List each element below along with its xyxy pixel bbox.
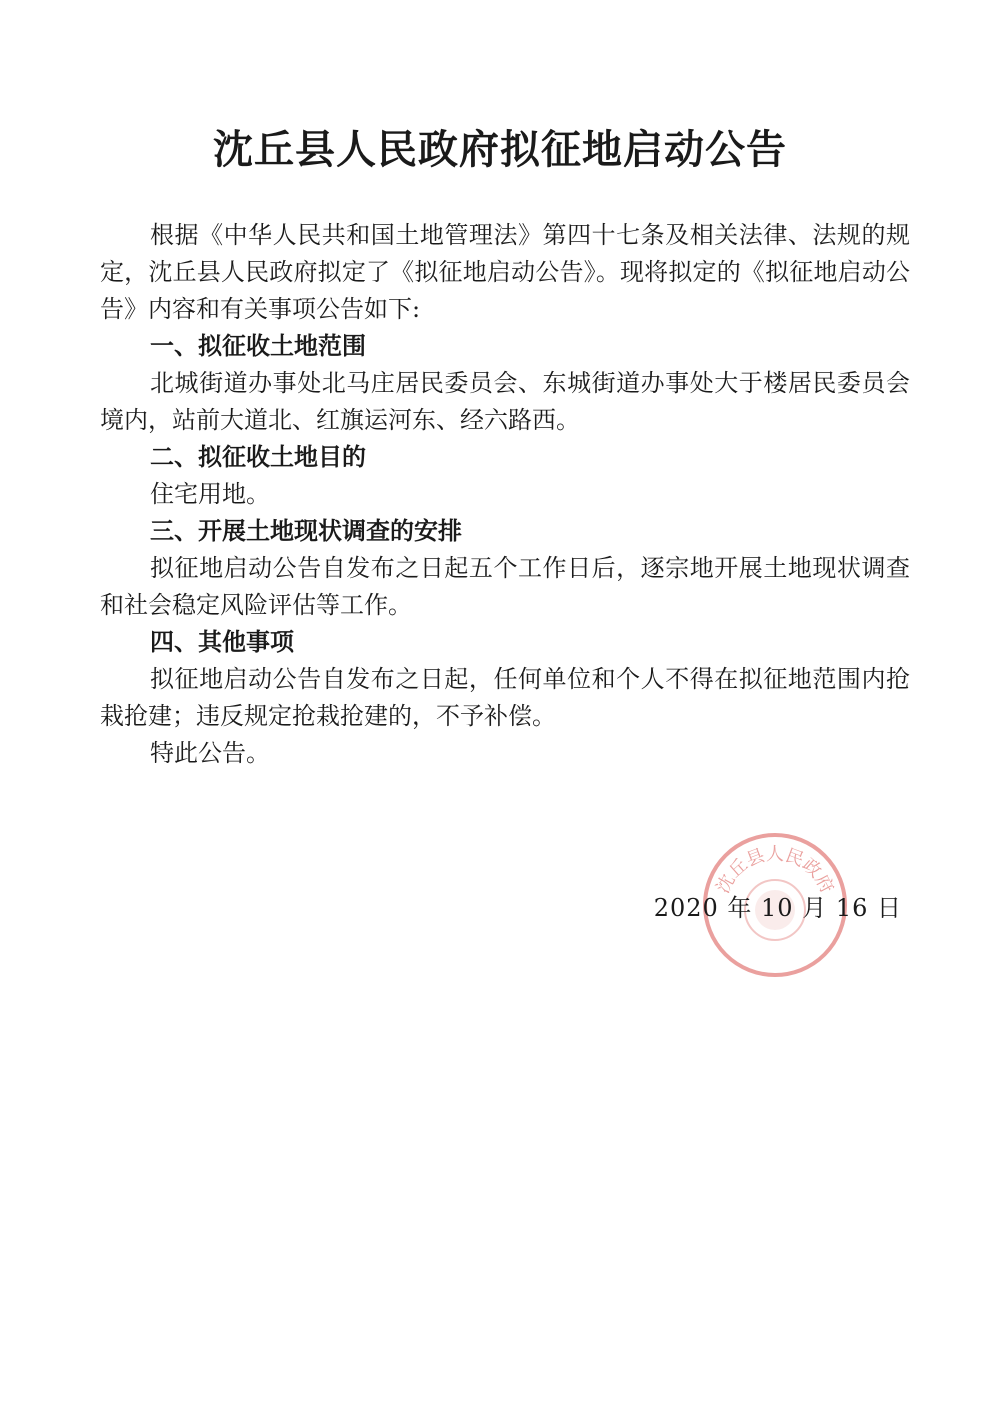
section-heading-4: 四、其他事项 bbox=[150, 628, 294, 656]
section-text-4: 拟征地启动公告自发布之日起，任何单位和个人不得在拟征地范围内抢栽抢建；违反规定抢栽抢建的，不予补偿。 bbox=[100, 665, 910, 730]
seal-text: 沈丘县人民政府 bbox=[712, 844, 838, 897]
section-heading-2: 二、拟征收土地目的 bbox=[150, 443, 366, 471]
section-text-1: 北城街道办事处北马庄居民委员会、东城街道办事处大于楼居民委员会境内，站前大道北、红旗运河东、经六路西。 bbox=[100, 369, 910, 434]
section-text-2: 住宅用地。 bbox=[150, 480, 270, 508]
section-heading-1: 一、拟征收土地范围 bbox=[150, 332, 366, 360]
document-title: 沈丘县人民政府拟征地启动公告 bbox=[213, 126, 787, 173]
document-body bbox=[100, 217, 910, 772]
section-heading-3: 三、开展土地现状调查的安排 bbox=[150, 517, 462, 545]
document-date: 2020 年 10 月 16 日 bbox=[653, 894, 902, 922]
section-text-3: 拟征地启动公告自发布之日起五个工作日后，逐宗地开展土地现状调查和社会稳定风险评估等工作。 bbox=[100, 554, 910, 619]
closing-text: 特此公告。 bbox=[150, 739, 270, 767]
intro-paragraph: 根据《中华人民共和国土地管理法》第四十七条及相关法律、法规的规定，沈丘县人民政府拟定了《拟征地启动公告》。现将拟定的《拟征地启动公告》内容和有关事项公告如下: bbox=[100, 221, 910, 323]
